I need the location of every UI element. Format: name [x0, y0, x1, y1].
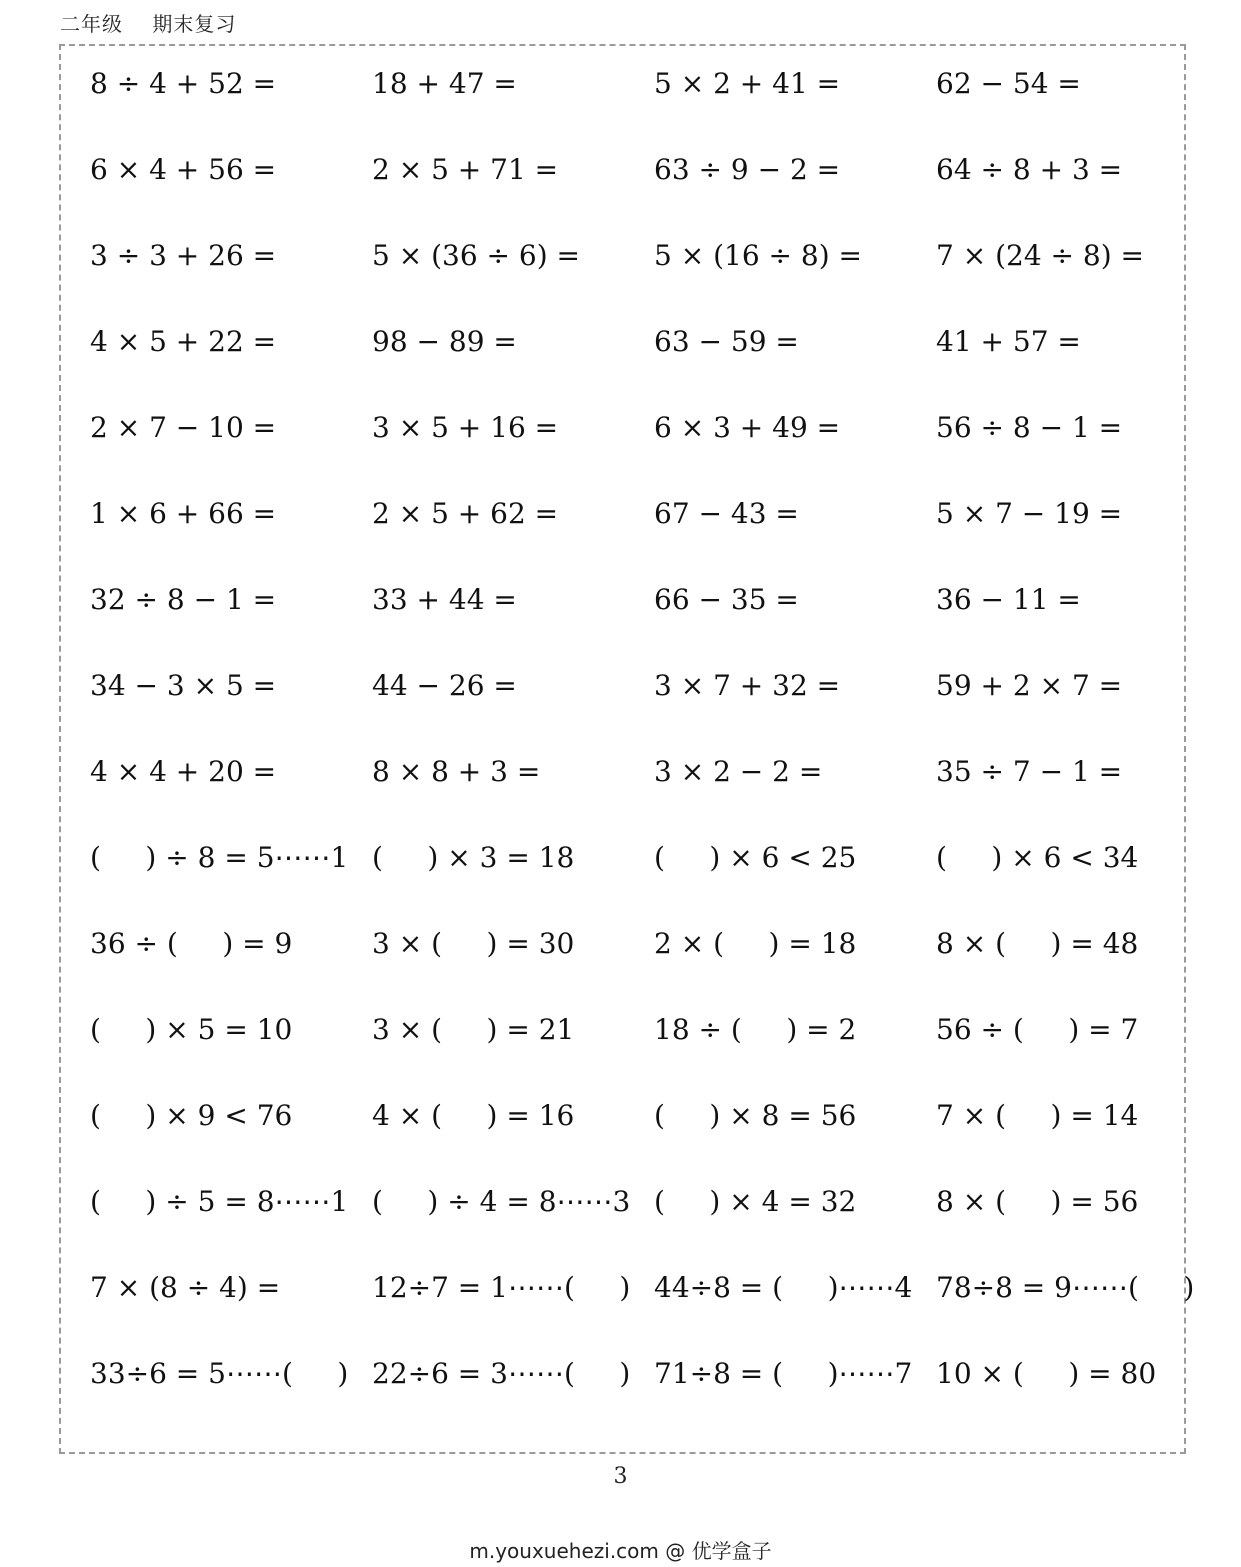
exercise-row — [90, 404, 1210, 490]
exercise-item: 5 × (16 ÷ 8) = — [654, 239, 862, 272]
exercise-item: ( ) × 3 = 18 — [372, 841, 575, 874]
exercise-item: 59 + 2 × 7 = — [936, 669, 1123, 702]
exercise-row — [90, 1350, 1210, 1436]
exercise-row — [90, 662, 1210, 748]
exercise-item: 8 × ( ) = 48 — [936, 927, 1139, 960]
exercise-item: 66 − 35 = — [654, 583, 799, 616]
exercise-row — [90, 920, 1210, 1006]
exercise-item: 3 ÷ 3 + 26 = — [90, 239, 277, 272]
exercise-item: ( ) × 8 = 56 — [654, 1099, 857, 1132]
exercise-item: 35 ÷ 7 − 1 = — [936, 755, 1123, 788]
exercise-item: 18 + 47 = — [372, 67, 517, 100]
exercise-item: 32 ÷ 8 − 1 = — [90, 583, 277, 616]
exercise-item: 2 × 5 + 62 = — [372, 497, 559, 530]
exercise-item: 67 − 43 = — [654, 497, 799, 530]
exercise-item: 5 × (36 ÷ 6) = — [372, 239, 580, 272]
exercise-item: 3 × ( ) = 21 — [372, 1013, 575, 1046]
exercise-row — [90, 318, 1210, 404]
exercise-item: ( ) ÷ 4 = 8⋯⋯3 — [372, 1185, 631, 1218]
exercise-item: ( ) × 6 < 34 — [936, 841, 1139, 874]
exercise-row — [90, 1178, 1210, 1264]
exercise-item: 36 ÷ ( ) = 9 — [90, 927, 293, 960]
exercise-item: 7 × (24 ÷ 8) = — [936, 239, 1144, 272]
exercise-row — [90, 490, 1210, 576]
exercise-item: 1 × 6 + 66 = — [90, 497, 277, 530]
exercise-item: ( ) × 9 < 76 — [90, 1099, 293, 1132]
exercise-item: 2 × ( ) = 18 — [654, 927, 857, 960]
exercise-row — [90, 232, 1210, 318]
exercise-item: 33÷6 = 5⋯⋯( ) — [90, 1357, 349, 1390]
exercise-item: 7 × (8 ÷ 4) = — [90, 1271, 281, 1304]
exercise-item: ( ) × 5 = 10 — [90, 1013, 293, 1046]
footer-watermark: m.youxuehezi.com @ 优学盒子 — [469, 1539, 772, 1563]
exercise-item: 6 × 3 + 49 = — [654, 411, 841, 444]
exercise-item: ( ) ÷ 5 = 8⋯⋯1 — [90, 1185, 349, 1218]
exercise-row — [90, 1264, 1210, 1350]
exercise-item: 71÷8 = ( )⋯⋯7 — [654, 1357, 913, 1390]
exercise-item: 3 × 7 + 32 = — [654, 669, 841, 702]
exercise-item: 8 × ( ) = 56 — [936, 1185, 1139, 1218]
exercise-row — [90, 1092, 1210, 1178]
exercise-item: 7 × ( ) = 14 — [936, 1099, 1139, 1132]
exercise-item: 41 + 57 = — [936, 325, 1081, 358]
exercise-item: 4 × 4 + 20 = — [90, 755, 277, 788]
exercise-item: 2 × 5 + 71 = — [372, 153, 559, 186]
exercise-row — [90, 576, 1210, 662]
exercise-item: 8 × 8 + 3 = — [372, 755, 541, 788]
exercise-item: 5 × 2 + 41 = — [654, 67, 841, 100]
exercise-item: 33 + 44 = — [372, 583, 517, 616]
exercise-item: 64 ÷ 8 + 3 = — [936, 153, 1123, 186]
exercise-item: 63 ÷ 9 − 2 = — [654, 153, 841, 186]
exercise-row — [90, 146, 1210, 232]
exercise-item: 36 − 11 = — [936, 583, 1081, 616]
exercise-item: 4 × 5 + 22 = — [90, 325, 277, 358]
exercise-item: 10 × ( ) = 80 — [936, 1357, 1157, 1390]
exercise-item: 8 ÷ 4 + 52 = — [90, 67, 277, 100]
exercise-item: 6 × 4 + 56 = — [90, 153, 277, 186]
exercise-item: 34 − 3 × 5 = — [90, 669, 277, 702]
header-title: 二年级 期末复习 — [60, 12, 237, 36]
exercise-item: 56 ÷ 8 − 1 = — [936, 411, 1123, 444]
exercise-item: ( ) × 4 = 32 — [654, 1185, 857, 1218]
exercise-item: 98 − 89 = — [372, 325, 517, 358]
exercise-item: 44 − 26 = — [372, 669, 517, 702]
exercise-item: 3 × ( ) = 30 — [372, 927, 575, 960]
exercise-item: 56 ÷ ( ) = 7 — [936, 1013, 1139, 1046]
exercise-item: 18 ÷ ( ) = 2 — [654, 1013, 857, 1046]
exercise-item: 22÷6 = 3⋯⋯( ) — [372, 1357, 631, 1390]
exercise-row — [90, 60, 1210, 146]
exercise-item: 78÷8 = 9⋯⋯( ) — [936, 1271, 1195, 1304]
exercise-row — [90, 1006, 1210, 1092]
exercise-item: ( ) ÷ 8 = 5⋯⋯1 — [90, 841, 349, 874]
exercise-grid — [90, 60, 1210, 1436]
exercise-item: 3 × 2 − 2 = — [654, 755, 823, 788]
exercise-item: 4 × ( ) = 16 — [372, 1099, 575, 1132]
exercise-item: 44÷8 = ( )⋯⋯4 — [654, 1271, 913, 1304]
exercise-item: 3 × 5 + 16 = — [372, 411, 559, 444]
page-number: 3 — [613, 1464, 628, 1489]
exercise-item: ( ) × 6 < 25 — [654, 841, 857, 874]
exercise-item: 62 − 54 = — [936, 67, 1081, 100]
exercise-item: 2 × 7 − 10 = — [90, 411, 277, 444]
exercise-row — [90, 834, 1210, 920]
exercise-item: 5 × 7 − 19 = — [936, 497, 1123, 530]
exercise-item: 63 − 59 = — [654, 325, 799, 358]
exercise-item: 12÷7 = 1⋯⋯( ) — [372, 1271, 631, 1304]
exercise-row — [90, 748, 1210, 834]
